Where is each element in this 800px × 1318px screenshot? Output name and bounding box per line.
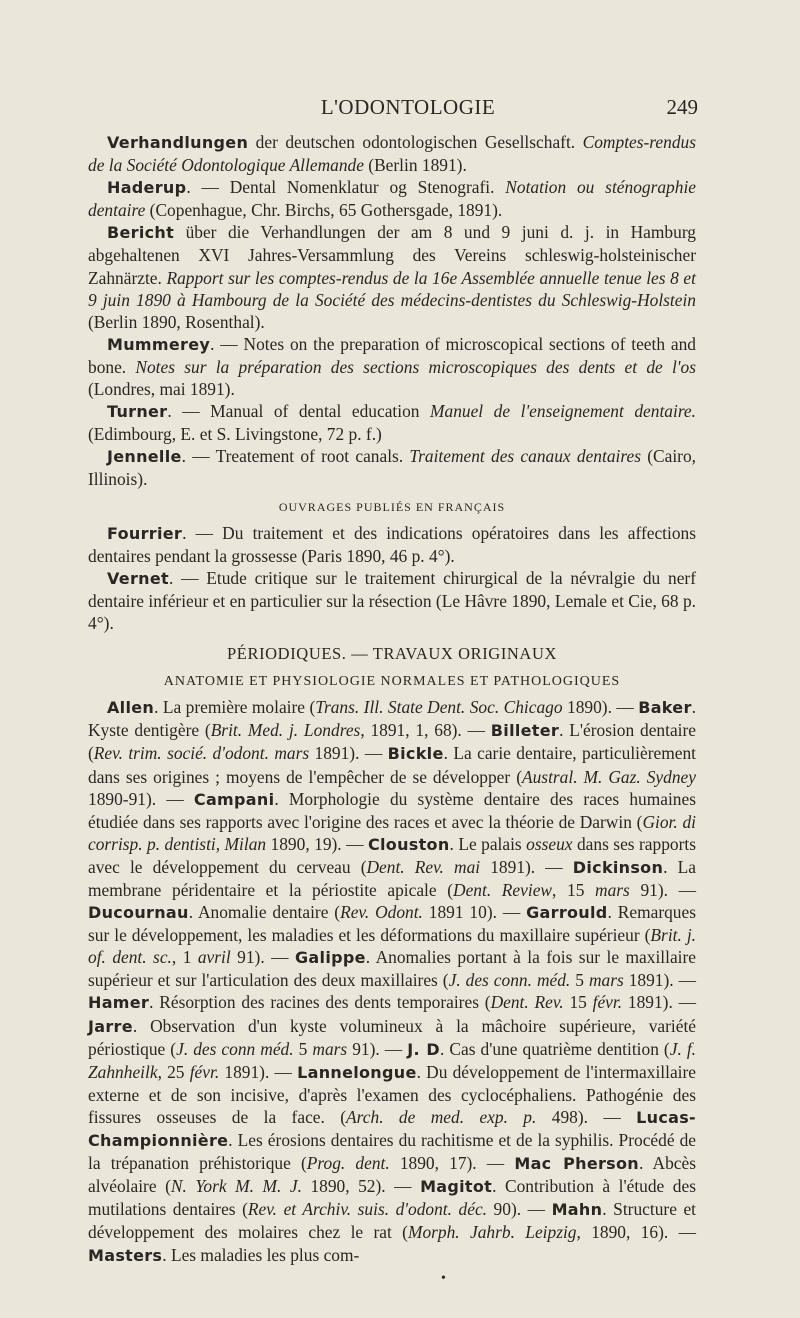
entry-author: Lucas-Championnière — [88, 1107, 696, 1151]
entry-author: Bickle — [387, 744, 444, 764]
entry-author: Haderup — [107, 178, 187, 198]
entry-author: Verhandlungen — [107, 133, 249, 152]
entry-author: Allen — [107, 698, 155, 718]
entry-author: Magitot — [420, 1177, 493, 1197]
citation-source: mars — [595, 880, 630, 900]
citation-source: Rev. et Archiv. suis. d'odont. déc. — [247, 1199, 488, 1220]
citation-source: Dent. Rev. — [490, 992, 564, 1013]
bibliography-entry — [88, 567, 696, 634]
entry-author: Turner — [107, 402, 168, 422]
entry-author: Billeter — [490, 721, 560, 741]
citation-source: mars — [588, 970, 624, 991]
citation-source: J. f. Zahnheilk — [88, 1038, 697, 1082]
entry-translation: Notes sur la préparation des sections microscopiques des dents et de l'os — [135, 356, 696, 377]
bibliography-entry — [88, 400, 696, 445]
running-header — [118, 95, 698, 125]
citation-source: osseux — [526, 833, 573, 854]
entry-author: Fourrier — [107, 523, 183, 543]
entry-publication: (Edimbourg, E. et S. Livingstone, 72 p. f.) — [88, 424, 382, 445]
entry-author: Bericht — [107, 223, 175, 243]
entry-author: Jennelle — [107, 447, 182, 467]
citation-source: Brit. Med. j. Londres — [210, 720, 361, 741]
entry-author: Dickinson — [572, 857, 664, 877]
journal-title: L'ODONTOLOGIE — [320, 95, 496, 119]
bibliography-entry — [88, 522, 696, 567]
german-bibliography — [88, 131, 696, 491]
entry-text: . — Du traitement et des indications opératoires dans les affections dentaires pendant la grossesse (Paris 1890, 46 p. 4°). — [88, 522, 696, 566]
entry-author: Ducournau — [88, 903, 189, 923]
page-number: 249 — [666, 95, 698, 119]
bibliography-entry — [88, 445, 696, 490]
citation-source: Trans. Ill. State Dent. Soc. Chicago — [315, 697, 563, 718]
entry-publication: (Copenhague, Chr. Birchs, 65 Gothersgade, 1891). — [145, 200, 503, 221]
citation-source: Dent. Review — [453, 880, 553, 900]
citation-source: Brit. j. of. dent. sc. — [88, 925, 696, 968]
entry-publication: (Londres, mai 1891). — [88, 379, 235, 400]
footer-mark: • — [441, 1271, 446, 1286]
citation-source: Gior. di corrisp. p. dentisti, Milan — [88, 811, 696, 854]
citation-source: Rev. Odont. — [340, 902, 423, 923]
entry-author: Lannelongue — [297, 1062, 417, 1082]
citation-source: Morph. Jahrb. Leipzig — [407, 1222, 577, 1243]
citation-source: Prog. dent. — [306, 1153, 390, 1174]
entry-author: Garrould — [526, 903, 608, 923]
page-body — [88, 131, 696, 1267]
entry-publication: (Berlin 1891). — [363, 155, 467, 176]
entry-translation: Rapport sur les comptes-rendus de la 16e Assemblée annuelle tenue les 8 et 9 juin 1890 à Hambourg de la Société des médecins-dentistes du Schleswig-Holstein — [88, 267, 696, 310]
entry-author: Clouston — [367, 834, 450, 854]
entry-publication: (Cairo, Illinois). — [88, 446, 697, 490]
citation-source: J. des conn méd. — [176, 1038, 294, 1059]
entry-author: Campani — [193, 789, 275, 809]
bibliography-entry — [88, 131, 696, 176]
section-heading-french: OUVRAGES PUBLIÉS EN FRANÇAIS — [278, 499, 506, 514]
entry-translation: Traitement des canaux dentaires — [409, 446, 641, 467]
entry-text: . — Treatement of root canals. — [181, 446, 410, 467]
entry-author: Mummerey — [107, 334, 211, 354]
bibliography-entry — [88, 333, 696, 400]
entry-translation: Manuel de l'enseignement dentaire. — [430, 401, 697, 422]
citation-source: N. York M. M. J. — [170, 1176, 302, 1197]
citation-source: Dent. Rev. mai — [366, 856, 481, 877]
entry-author: Mac Pherson — [514, 1154, 639, 1174]
entry-text: . — Etude critique sur le traitement chirurgical de la névralgie du nerf dentaire inférieur et en particulier sur la résection (Le Hâvre 1890, Lemale et Cie, 68 p. 4°). — [88, 567, 696, 633]
section-heading-anatomie: ANATOMIE ET PHYSIOLOGIE NORMALES ET PATHOLOGIQUES — [163, 674, 621, 690]
citation-source: Austral. M. Gaz. Sydney — [521, 766, 696, 787]
bibliography-entry — [88, 176, 696, 221]
french-bibliography — [88, 522, 696, 634]
citation-source: J. des conn. méd. — [448, 970, 571, 991]
citation-source: Arch. de med. exp. p. — [346, 1106, 537, 1127]
entry-author: Vernet — [107, 568, 169, 588]
entry-text: . — Manual of dental education — [167, 401, 431, 422]
entry-text: der deutschen odontologischen Gesellschaft. — [248, 132, 583, 152]
entry-text: . — Notes on the preparation of microscopical sections of teeth and bone. — [88, 333, 696, 377]
entry-text: über die Verhandlungen der am 8 und 9 juni d. j. in Hamburg abgehaltenen XVI Jahres-Versammlung des Vereins schleswig-holsteinischer Zahnärzte. — [88, 222, 696, 288]
entry-author: J. D — [407, 1039, 441, 1059]
entry-publication: (Berlin 1890, Rosenthal). — [88, 311, 265, 332]
entry-translation: Comptes-rendus de la Société Odontologique Allemande — [88, 132, 696, 176]
entry-author: Galippe — [295, 948, 366, 968]
citation-source: Rev. trim. socié. d'odont. mars — [93, 743, 310, 764]
bibliography-entry — [88, 221, 696, 332]
citation-source: mars — [312, 1038, 348, 1059]
section-heading-periodiques: PÉRIODIQUES. — TRAVAUX ORIGINAUX — [227, 644, 557, 664]
periodiques-paragraph: Allen. La première molaire (Trans. Ill. State Dent. Soc. Chicago 1890). — Baker. Kyste dentigère (Brit. Med. j. Londres, 1891, 1, 68). — Billeter. L'érosion dentaire (Rev. trim. socié. d'odont. mars 1891). — Bickle. La carie dentaire, particulièrement dans ses origines ; moyens de l'empêcher de se développer (Austral. M. Gaz. Sydney 1890-91). — Campani. Morphologie du système dentaire des races humaines étudiée dans ses rapports avec l'origine des races et avec la théorie de Darwin (Gior. di corrisp. p. dentisti, Milan 1890, 19). — Clouston. Le palais osseux dans ses rapports avec le développement du cerveau (Dent. Rev. mai 1891). — Dickinson. La membrane péridentaire et la périostite apicale (Dent. Review, 15 mars 91). — Ducournau. Anomalie dentaire (Rev. Odont. 1891 10). — Garrould. Remarques sur le développement, les maladies et les déformations du maxillaire supérieur (Brit. j. of. dent. sc., 1 avril 91). — Galippe. Anomalies portant à la fois sur le maxillaire supérieur et sur l'articulation des deux maxillaires (J. des conn. méd. 5 mars 1891). — Hamer. Résorption des racines des dents temporaires (Dent. Rev. 15 févr. 1891). — Jarre. Observation d'un kyste volumineux à la mâchoire supérieure, variété périostique (J. des conn méd. 5 mars 91). — J. D. Cas d'une quatrième dentition (J. f. Zahnheilk, 25 févr. 1891). — Lannelongue. Du développement de l'intermaxillaire externe et de son incisive, d'après l'examen des cyclocéphaliens. Pathogénie des fissures osseuses de la face. (Arch. de med. exp. p. 498). — Lucas-Championnière. Les érosions dentaires du rachitisme et de la syphilis. Procédé de la trépanation préhistorique (Prog. dent. 1890, 17). — Mac Pherson. Abcès alvéolaire (N. York M. M. J. 1890, 52). — Magitot. Contribution à l'étude des mutilations dentaires (Rev. et Archiv. suis. d'odont. déc. 90). — Mahn. Structure et développement des molaires chez le rat (Morph. Jahrb. Leipzig, 1890, 16). — Masters. Les maladies les plus com- — [88, 697, 697, 1265]
entry-author: Masters — [88, 1245, 163, 1265]
entry-author: Hamer — [88, 993, 150, 1013]
entry-author: Jarre — [88, 1016, 133, 1036]
entry-text: . — Dental Nomenklatur og Stenografi. — [186, 177, 506, 198]
entry-author: Baker — [638, 698, 692, 718]
citation-source: avril — [197, 947, 231, 968]
entry-author: Mahn — [551, 1200, 603, 1220]
entry-translation: Notation ou sténographie dentaire — [88, 177, 696, 221]
citation-source: févr. — [592, 992, 623, 1013]
citation-source: févr. — [189, 1061, 220, 1082]
